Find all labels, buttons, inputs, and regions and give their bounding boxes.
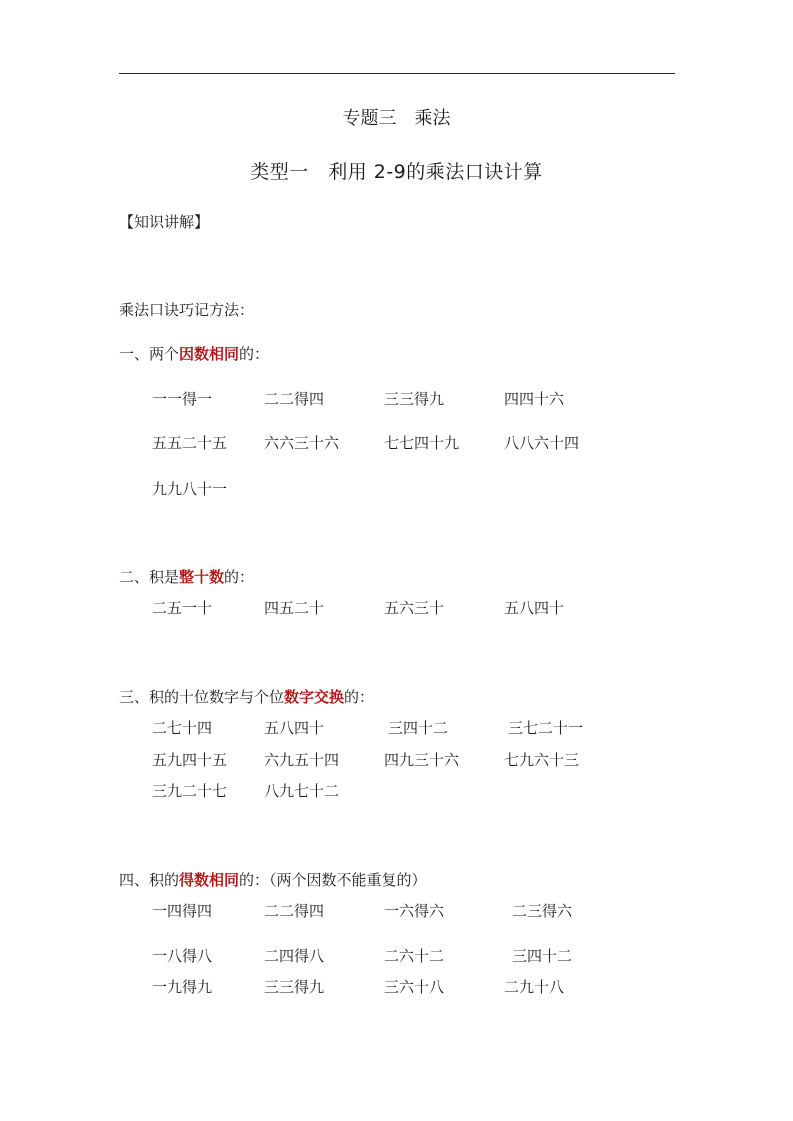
section-suffix: 的：（两个因数不能重复的）: [239, 871, 427, 889]
section-suffix: 的：: [224, 568, 255, 586]
rhyme-row: [0, 976, 793, 996]
rhyme-row: [0, 900, 793, 920]
section-highlight: 因数相同: [179, 345, 240, 363]
rhyme-item: 四五二十: [264, 599, 325, 617]
section-heading-1: [119, 343, 269, 364]
rhyme-item: 八九七十二: [264, 782, 340, 800]
rhyme-item: 一四得四: [152, 902, 213, 920]
rhyme-item: 二二得四: [264, 390, 325, 408]
rhyme-item: 三四十二: [512, 947, 573, 965]
rhyme-item: 三七二十一: [508, 719, 584, 737]
rhyme-item: 四四十六: [504, 390, 565, 408]
method-heading: 乘法口诀巧记方法：: [119, 301, 255, 319]
knowledge-label: 【知识讲解】: [119, 213, 210, 231]
rhyme-item: 二七十四: [152, 719, 213, 737]
rhyme-item: 一八得八: [152, 947, 213, 965]
rhyme-item: 二九十八: [504, 978, 565, 996]
rhyme-item: 五八四十: [264, 719, 325, 737]
page-subtitle: 类型一 利用 2-9的乘法口诀计算: [250, 161, 543, 183]
rhyme-row: [0, 945, 793, 965]
rhyme-item: 二六十二: [384, 947, 445, 965]
rhyme-item: 二五一十: [152, 599, 213, 617]
section-prefix: 四、积的: [119, 871, 180, 889]
section-suffix: 的：: [344, 688, 375, 706]
rhyme-item: 三三得九: [384, 390, 445, 408]
section-highlight: 得数相同: [179, 871, 240, 889]
rhyme-item: 二二得四: [264, 902, 325, 920]
rhyme-item: 三四十二: [388, 719, 449, 737]
page-title: 专题三 乘法: [342, 108, 451, 129]
rhyme-item: 一一得一: [152, 390, 213, 408]
header-rule: [119, 73, 675, 74]
rhyme-item: 一九得九: [152, 978, 213, 996]
rhyme-row: [0, 780, 793, 800]
rhyme-row: [0, 432, 793, 452]
rhyme-item: 五六三十: [384, 599, 445, 617]
rhyme-row: [0, 749, 793, 769]
rhyme-row: [0, 597, 793, 617]
rhyme-row: [0, 478, 793, 498]
section-heading-2: [119, 566, 254, 587]
rhyme-item: 三九二十七: [152, 782, 228, 800]
rhyme-item: 三六十八: [384, 978, 445, 996]
rhyme-item: 四九三十六: [384, 751, 460, 769]
section-suffix: 的：: [239, 345, 270, 363]
rhyme-item: 三三得九: [264, 978, 325, 996]
rhyme-item: 六六三十六: [264, 434, 340, 452]
rhyme-row: [0, 717, 793, 737]
rhyme-item: 九九八十一: [152, 480, 228, 498]
rhyme-item: 七七四十九: [384, 434, 460, 452]
rhyme-item: 八八六十四: [504, 434, 580, 452]
section-prefix: 一、两个: [119, 345, 180, 363]
section-prefix: 二、积是: [119, 568, 180, 586]
rhyme-item: 五八四十: [504, 599, 565, 617]
section-highlight: 数字交换: [284, 688, 345, 706]
rhyme-item: 七九六十三: [504, 751, 580, 769]
rhyme-item: 五五二十五: [152, 434, 228, 452]
section-heading-4: [119, 869, 427, 890]
rhyme-item: 一六得六: [384, 902, 445, 920]
rhyme-row: [0, 388, 793, 408]
rhyme-item: 五九四十五: [152, 751, 228, 769]
rhyme-item: 二四得八: [264, 947, 325, 965]
section-heading-3: [119, 686, 374, 707]
section-prefix: 三、积的十位数字与个位: [119, 688, 285, 706]
section-highlight: 整十数: [179, 568, 225, 586]
rhyme-item: 二三得六: [512, 902, 573, 920]
rhyme-item: 六九五十四: [264, 751, 340, 769]
